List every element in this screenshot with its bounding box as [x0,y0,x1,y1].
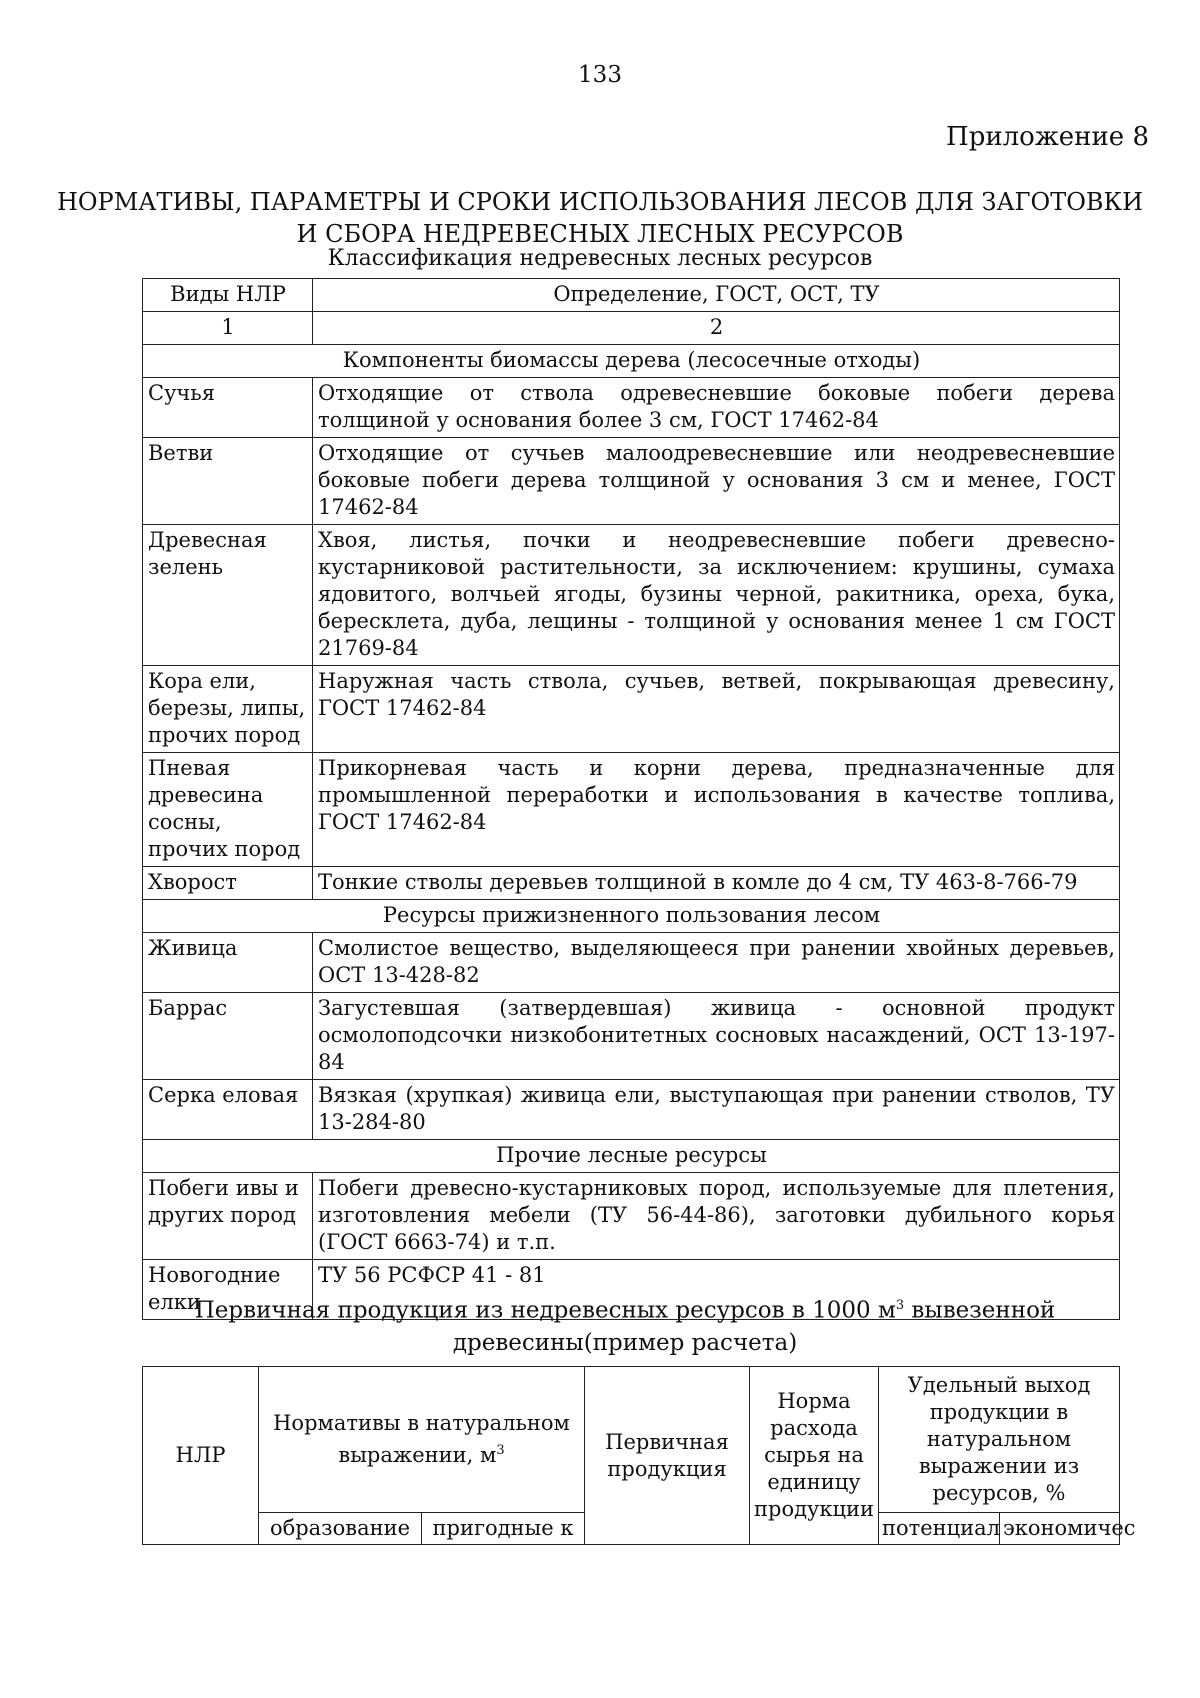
header-nlr: НЛР [143,1367,259,1545]
section-title: Ресурсы прижизненного пользования лесом [143,900,1120,933]
table-header-row [143,1367,1120,1513]
resource-name: Древесная зелень [143,525,313,666]
table-row [143,753,1120,867]
table-row [143,1173,1120,1260]
table-row [143,1080,1120,1140]
resource-name: Хворост [143,867,313,900]
section-row [143,1140,1120,1173]
header-cell: Определение, ГОСТ, ОСТ, ТУ [313,279,1120,312]
resource-name: Живица [143,933,313,993]
header-specific-yield: Удельный выход продукции в натуральном выражении из ресурсов, % [879,1367,1120,1513]
table2-caption-sup: 3 [895,1298,905,1313]
header-norms [259,1367,585,1513]
table-row [143,525,1120,666]
header-cell: Виды НЛР [143,279,313,312]
resource-definition: Прикорневая часть и корни дерева, предназначенные для промышленной переработки и использования в качестве топлива, ГОСТ 17462-84 [313,753,1120,867]
resource-definition: Хвоя, листья, почки и неодревесневшие побеги древесно-кустарниковой растительности, за исключением: крушины, сумаха ядовитого, волчьей ягоды, бузины черной, ракитника, ореха, бука, бересклета, дуба, лещины - толщиной у основания менее 1 см ГОСТ 21769-84 [313,525,1120,666]
section-row [143,345,1120,378]
column-number-cell: 2 [313,312,1120,345]
resource-name: Новогодние елки [143,1260,313,1320]
subheader-suitable: пригодные к [422,1513,585,1545]
subheader-formation: образование [259,1513,422,1545]
resource-name: Баррас [143,993,313,1080]
section-title: Компоненты биомассы дерева (лесосечные отходы) [143,345,1120,378]
table-row [143,666,1120,753]
column-number-row [143,312,1120,345]
resource-definition: Наружная часть ствола, сучьев, ветвей, покрывающая древесину, ГОСТ 17462-84 [313,666,1120,753]
header-norms-text: Нормативы в натуральном выражении, м [273,1411,570,1467]
subheader-potential: потенциал [879,1513,1000,1545]
resource-name: Серка еловая [143,1080,313,1140]
table-row [143,438,1120,525]
resource-definition: Побеги древесно-кустарниковых пород, используемые для плетения, изготовления мебели (ТУ 56-44-86), заготовки дубильного корья (ГОСТ 6663-74) и т.п. [313,1173,1120,1260]
title-line-2: И СБОРА НЕДРЕВЕСНЫХ ЛЕСНЫХ РЕСУРСОВ [296,220,904,248]
page-number: 133 [578,62,622,88]
resource-definition: Тонкие стволы деревьев толщиной в комле до 4 см, ТУ 463-8-766-79 [313,867,1120,900]
document-title [0,186,1200,250]
subheader-economic: экономичес [1000,1513,1120,1545]
table-row [143,867,1120,900]
primary-products-table [142,1366,1136,1545]
table1-caption: Классификация недревесных лесных ресурсов [327,246,873,271]
table2-caption [120,1290,1130,1359]
resource-name: Побеги ивы и других пород [143,1173,313,1260]
table-row [143,378,1120,438]
appendix-label: Приложение 8 [946,122,1149,152]
table2-caption-text-end: вывезенной древесины(пример расчета) [452,1297,1056,1356]
section-title: Прочие лесные ресурсы [143,1140,1120,1173]
classification-table [142,278,1120,1320]
resource-definition: Отходящие от ствола одревесневшие боковые побеги дерева толщиной у основания более 3 см, ГОСТ 17462-84 [313,378,1120,438]
section-row [143,900,1120,933]
resource-definition: Отходящие от сучьев малоодревесневшие или неодревесневшие боковые побеги дерева толщиной у основания 3 см и менее, ГОСТ 17462-84 [313,438,1120,525]
resource-name: Пневая древесина сосны, прочих пород [143,753,313,867]
table-header-row [143,279,1120,312]
header-norms-sup: 3 [496,1443,505,1458]
resource-definition: Загустевшая (затвердевшая) живица - основной продукт осмолоподсочки низкобонитетных сосновых насаждений, ОСТ 13-197-84 [313,993,1120,1080]
resource-name: Ветви [143,438,313,525]
resource-definition: Вязкая (хрупкая) живица ели, выступающая при ранении стволов, ТУ 13-284-80 [313,1080,1120,1140]
header-primary-product: Первичная продукция [585,1367,750,1545]
title-line-1: НОРМАТИВЫ, ПАРАМЕТРЫ И СРОКИ ИСПОЛЬЗОВАНИЯ ЛЕСОВ ДЛЯ ЗАГОТОВКИ [56,188,1144,216]
table-row [143,933,1120,993]
column-number-cell: 1 [143,312,313,345]
resource-name: Сучья [143,378,313,438]
resource-name: Кора ели, березы, липы, прочих пород [143,666,313,753]
table-row [143,993,1120,1080]
table2-caption-text: Первичная продукция из недревесных ресурсов в 1000 м [194,1297,896,1324]
header-consumption-rate: Норма расхода сырья на единицу продукции [750,1367,879,1545]
resource-definition: Смолистое вещество, выделяющееся при ранении хвойных деревьев, ОСТ 13-428-82 [313,933,1120,993]
resource-definition: ТУ 56 РСФСР 41 - 81 [313,1260,1120,1320]
